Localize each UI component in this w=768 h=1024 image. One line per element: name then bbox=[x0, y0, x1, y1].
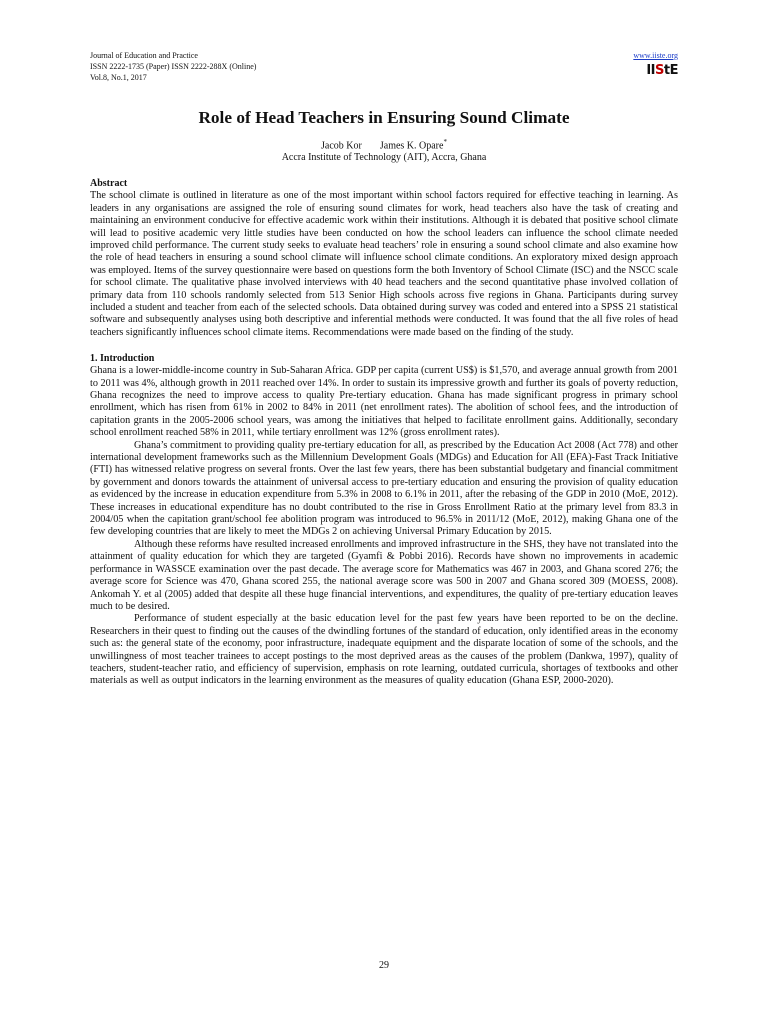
author-line bbox=[90, 136, 678, 152]
abstract-heading: Abstract bbox=[90, 178, 128, 190]
paper-title: Role of Head Teachers in Ensuring Sound Climate bbox=[198, 108, 570, 127]
page-number: 29 bbox=[379, 960, 389, 971]
journal-info bbox=[90, 50, 256, 83]
author-1: Jacob Kor bbox=[321, 140, 362, 152]
intro-paragraph-2: Ghana’s commitment to providing quality pre-tertiary education for all, as prescribed by the Education Act 2008 (Act 778) and other international development frameworks such as the Millennium Development Goals (MDGs) and Education for All (EFA)-Fast Track Initiative (FTI) has witnessed relative progress on several fronts. Over the last few years, there has been substantial budgetary and financial commitment by government and donors towards the attainment of universal access to pre-tertiary education and ensuring the provision of quality education as evidenced by the increase in education expenditure from 5.3% in 2008 to 6.1% in 2011, after the rebasing of the GDP in 2010 (MoE, 2012). These increases in educational expenditure has no doubt contributed to the rise in Gross Enrollment Ratio at the primary level from 83.3 in 2004/05 when the capitation grant/school fee abolition program was introduced to 96.5% in 2011/12 (MoE, 2012), making Ghana one of the few developing countries that are likely to meet the MDGs 2 on achieving Universal Primary Education by 2015. bbox=[90, 439, 678, 538]
author-2: James K. Opare bbox=[379, 140, 444, 152]
logo-part-3: tE bbox=[663, 63, 678, 78]
intro-paragraph-3: Although these reforms have resulted increased enrollments and improved infrastructure in the SHS, they have not translated into the attainment of quality education for which they are targeted (Gyamfi & Pobbi 2016). Records have shown no improvements in academic performance in WASSCE examination over the past decade. The average score for Mathematics was 467 in 2003, and Ghana scored 276; the average score for Science was 470, Ghana scored 255, the national average score was 500 in 2007 and Ghana scored 309 (MOESS, 2008). Ankomah Y. et al (2005) added that despite all these huge financial interventions, and expenditures, the quality of pre-tertiary education leaves much to be desired. bbox=[90, 538, 678, 612]
logo-part-1: II bbox=[646, 63, 656, 78]
journal-header bbox=[90, 50, 678, 94]
affiliation: Accra Institute of Technology (AIT), Accra, Ghana bbox=[281, 152, 487, 164]
logo-part-2: S bbox=[655, 63, 664, 78]
introduction-heading: 1. Introduction bbox=[90, 353, 155, 365]
corresponding-author-mark: * bbox=[443, 138, 447, 146]
paper-page bbox=[90, 50, 678, 688]
journal-brand bbox=[633, 50, 678, 79]
journal-issn: ISSN 2222-1735 (Paper) ISSN 2222-288X (Online) bbox=[90, 62, 257, 71]
intro-paragraph-4: Performance of student especially at the basic education level for the past few years have been reported to be on the decline. Researchers in their quest to finding out the causes of the dwindling fortunes of the standard of education, only identified areas in the economy such as: the general state of the economy, poor infrastructure, inadequate equipment and the disparate location of some of the schools, and the unwillingness of most teacher trainees to accept postings to the most deprived areas as the causes of the problem (Dankwa, 1997), quality of teachers, student-teacher ratio, and efficiency of supervision, emphasis on rote learning, outdated curricula, shortages of textbooks and other materials as well as output indicators in the learning environment as the measures of quality education (Ghana ESP, 2000-2020). bbox=[90, 613, 678, 687]
journal-volume: Vol.8, No.1, 2017 bbox=[90, 73, 147, 82]
journal-url-link[interactable]: www.iiste.org bbox=[633, 51, 678, 60]
abstract-text: The school climate is outlined in literature as one of the most important within school factors required for effective teaching in learning. As leaders in any organisations are assigned the role of ensuring sound climates for work, head teachers also have the task of creating and maintaining an environment conducive for effective academic work within their institutions. Although it is debated that positive school climate will lead to positive academic very little studies have been conducted on how the school leaders can influence the school climate needed improved child performance. The current study seeks to evaluate head teachers’ role in ensuring a sound school climate and also examine how the role of head teachers in ensuring a sound school climate will influence school climate conditions. An exploratory mixed design approach was employed. Items of the survey questionnaire were based on questions form the both Inventory of School Climate (ISC) and the NSCC scale for school climate. The qualitative phase involved interviews with 40 head teachers and the second quantitative phase involved collation of primary data from 110 schools randomly selected from 513 Senior High schools across five regions in Ghana. Participants during survey included a student and teacher from each of the selected schools. Data obtained during survey was coded and entered into a SPSS 21 statistical software and subsequently analyses using both descriptive and inferential methods were conducted. It was found that the all five roles of head teachers significantly influences school climate items. Recommendations were made based on the finding of the study. bbox=[90, 190, 678, 338]
journal-name: Journal of Education and Practice bbox=[90, 51, 198, 60]
iiste-logo bbox=[646, 63, 678, 78]
intro-paragraph-1: Ghana is a lower-middle-income country in Sub-Saharan Africa. GDP per capita (current US$) is $1,570, and average annual growth from 2001 to 2011 was 4%, although growth in 2011 reached over 14%. In order to sustain its impressive growth and further its goals of poverty reduction, Ghana recognizes the need to improve access to quality Pre-tertiary education. Ghana has made significant progress in primary school enrollment, which has risen from 61% in 2002 to 84% in 2011 (net enrollment rates). The abolition of school fees, and the introduction of capitation grants in the 2005-2006 school years, was among the initiatives that helped to facilitate enrollment gains. Additionally, secondary school enrollment reached 58% in 2011, while tertiary enrollment was 12% (gross enrollment rates). bbox=[90, 365, 678, 439]
